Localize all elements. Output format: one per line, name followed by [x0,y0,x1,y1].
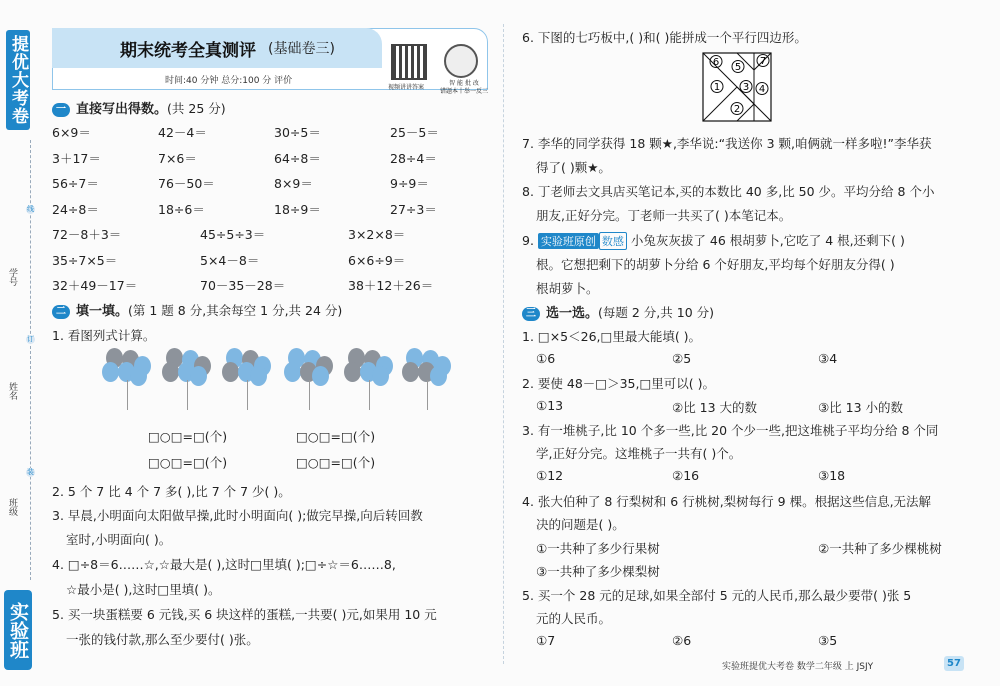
section3-heading: 三 选一选。(每题 2 分,共 10 分) [522,302,714,321]
option[interactable]: ③比 13 小的数 [818,400,904,415]
arithmetic-item: 35÷7×5＝ [52,252,118,268]
balloon-string [127,380,128,410]
arithmetic-item: 5×4－8＝ [200,252,260,268]
balloon-bunch [100,348,156,410]
section-number: 一 [52,103,70,117]
balloon-string [369,380,370,410]
balloon [430,366,447,386]
number-sense-badge: 数感 [599,232,627,250]
balloon [284,362,301,382]
tangram-label: 5 [734,62,742,73]
option[interactable]: ①6 [536,351,556,366]
seal-mark: 订 [27,335,34,343]
question-2-7-cont: 得了( )颗★。 [536,160,611,175]
arithmetic-item: 3＋17＝ [52,150,101,166]
arithmetic-item: 56÷7＝ [52,176,99,191]
choice-question-1: 1. □×5＜26,□里最大能填( )。 [522,329,702,344]
formula-box[interactable]: □○□=□(个) [296,429,376,444]
question-2-7: 7. 李华的同学获得 18 颗★,李华说:“我送你 3 颗,咱俩就一样多啦!”李华获 [522,136,932,151]
option[interactable]: ①一共种了多少行果树 [536,541,660,556]
tangram-figure [702,52,772,122]
arithmetic-item: 72－8＋3＝ [52,227,122,242]
arithmetic-item: 6×9＝ [52,125,91,140]
option[interactable]: ③18 [818,468,846,483]
brand-logo-bottom: 实验班 [4,590,32,670]
arithmetic-item: 32＋49－17＝ [52,278,138,293]
balloon [372,366,389,386]
tangram-label: 2 [733,104,741,115]
option[interactable]: ③5 [818,633,838,648]
option[interactable]: ①7 [536,633,556,648]
balloon [402,362,419,382]
section-number: 三 [522,307,540,321]
arithmetic-item: 7×6＝ [158,150,197,166]
page-number: 57 [944,656,964,671]
question-2-9-cont: 根。它想把剩下的胡萝卜分给 6 个好朋友,平均每个好朋友分得( ) [536,257,895,272]
qr2-caption: 智 能 批 改 错题本十举一反三 [440,80,489,95]
arithmetic-item: 76－50＝ [158,176,215,191]
balloon-string [187,380,188,410]
arithmetic-item: 45÷5÷3＝ [200,227,266,242]
tangram-label: 4 [758,84,766,95]
tangram-label: 1 [713,82,721,93]
question-2-1: 1. 看图列式计算。 [52,328,156,343]
qr-code-icon[interactable] [391,44,427,80]
formula-box[interactable]: □○□=□(个) [296,455,376,470]
question-2-9-cont2: 根胡萝卜。 [536,281,599,296]
arithmetic-item: 8×9＝ [274,176,313,191]
arithmetic-item: 64÷8＝ [274,150,321,166]
page-subtitle: (基础卷三) [268,41,335,57]
question-2-8-cont: 朋友,正好分完。丁老师一共买了( )本笔记本。 [536,208,792,223]
option[interactable]: ③一共种了多少棵梨树 [536,564,660,579]
tangram-label: 6 [712,57,720,68]
question-2-5-cont: 一张的钱付款,那么至少要付( )张。 [66,632,259,647]
choice-question-2: 2. 要使 48－□＞35,□里可以( )。 [522,376,716,391]
section-number: 二 [52,305,70,319]
choice-question-3: 3. 有一堆桃子,比 10 个多一些,比 20 个少一些,把这堆桃子平均分给 8 个同 [522,423,939,438]
exam-meta: 时间:40 分钟 总分:100 分 评价 [165,76,293,86]
arithmetic-item: 25－5＝ [390,125,439,140]
id-label: 学号 [7,268,17,286]
question-2-9: 9. 实验班原创 数感 小兔灰灰拔了 46 根胡萝卜,它吃了 4 根,还剩下( ) [522,233,905,248]
balloon [222,362,239,382]
question-2-2: 2. 5 个 7 比 4 个 7 多( ),比 7 个 7 少( )。 [52,484,291,499]
balloon-bunch [282,348,338,410]
section1-heading: 一 直接写出得数。(共 25 分) [52,98,226,117]
balloon [312,366,329,386]
question-2-8: 8. 丁老师去文具店买笔记本,买的本数比 40 多,比 50 少。平均分给 8 个小 [522,184,935,199]
balloon [190,366,207,386]
balloon [250,366,267,386]
arithmetic-item: 38＋12＋26＝ [348,278,434,293]
qr-caption: 视频讲讲答案 [388,84,425,91]
arithmetic-item: 3×2×8＝ [348,227,406,242]
formula-box[interactable]: □○□=□(个) [148,455,228,470]
tangram-label: 7 [759,56,767,67]
seal-mark: 装 [27,468,34,476]
question-2-4: 4. □÷8＝6……☆,☆最大是( ),这时□里填( );□÷☆＝6……8, [52,557,396,572]
question-2-5: 5. 买一块蛋糕要 6 元钱,买 6 块这样的蛋糕,一共要( )元,如果用 10 元 [52,607,437,622]
tangram-label: 3 [742,82,750,93]
question-2-6: 6. 下图的七巧板中,( )和( )能拼成一个平行四边形。 [522,30,807,45]
arithmetic-item: 42－4＝ [158,125,207,140]
choice-question-4-cont: 决的问题是( )。 [536,517,625,532]
page-title: 期末统考全真测评 [120,41,256,61]
balloon-string [427,380,428,410]
footer-text: 实验班提优大考卷 数学二年级 上 JSJY [722,662,874,672]
page-divider [503,24,504,664]
balloon-bunch [342,348,398,410]
option[interactable]: ②16 [672,468,700,483]
balloon [130,366,147,386]
arithmetic-item: 27÷3＝ [390,201,437,217]
option[interactable]: ②5 [672,351,692,366]
original-badge: 实验班原创 [538,233,599,249]
balloon-bunch [400,348,456,410]
balloon-bunch [220,348,276,410]
balloon-bunch [160,348,216,410]
name-label: 姓名 [7,382,17,400]
balloon-string [247,380,248,410]
balloon [344,362,361,382]
arithmetic-item: 70－35－28＝ [200,278,286,293]
choice-question-3-cont: 学,正好分完。这堆桃子一共有( )个。 [536,446,742,461]
question-2-3: 3. 早晨,小明面向太阳做早操,此时小明面向( );做完早操,向后转回教 [52,508,423,523]
brand-logo-top: 提优大考卷 [6,30,30,130]
option[interactable]: ③4 [818,351,838,366]
class-label: 班级 [7,498,17,516]
smart-grading-icon[interactable] [444,44,478,78]
arithmetic-item: 6×6÷9＝ [348,252,406,268]
arithmetic-item: 24÷8＝ [52,201,99,217]
option[interactable]: ①13 [536,398,564,413]
balloon [102,362,119,382]
arithmetic-item: 28÷4＝ [390,150,437,166]
question-2-4-cont: ☆最小是( ),这时□里填( )。 [66,582,221,597]
option[interactable]: ②6 [672,633,692,648]
arithmetic-item: 18÷9＝ [274,201,321,217]
balloon [162,362,179,382]
choice-question-4: 4. 张大伯种了 8 行梨树和 6 行桃树,梨树每行 9 棵。根据这些信息,无法解 [522,494,932,509]
choice-question-5: 5. 买一个 28 元的足球,如果全部付 5 元的人民币,那么最少要带( )张 5 [522,588,912,603]
seal-mark: 线 [27,205,34,213]
arithmetic-item: 18÷6＝ [158,201,205,217]
option[interactable]: ②比 13 大的数 [672,400,758,415]
balloon-string [309,380,310,410]
arithmetic-item: 9÷9＝ [390,176,429,191]
section2-heading: 二 填一填。(第 1 题 8 分,其余每空 1 分,共 24 分) [52,300,342,319]
question-2-3-cont: 室时,小明面向( )。 [66,532,172,547]
option[interactable]: ①12 [536,468,564,483]
formula-box[interactable]: □○□=□(个) [148,429,228,444]
arithmetic-item: 30÷5＝ [274,125,321,140]
choice-question-5-cont: 元的人民币。 [536,611,612,626]
option[interactable]: ②一共种了多少棵桃树 [818,541,942,556]
